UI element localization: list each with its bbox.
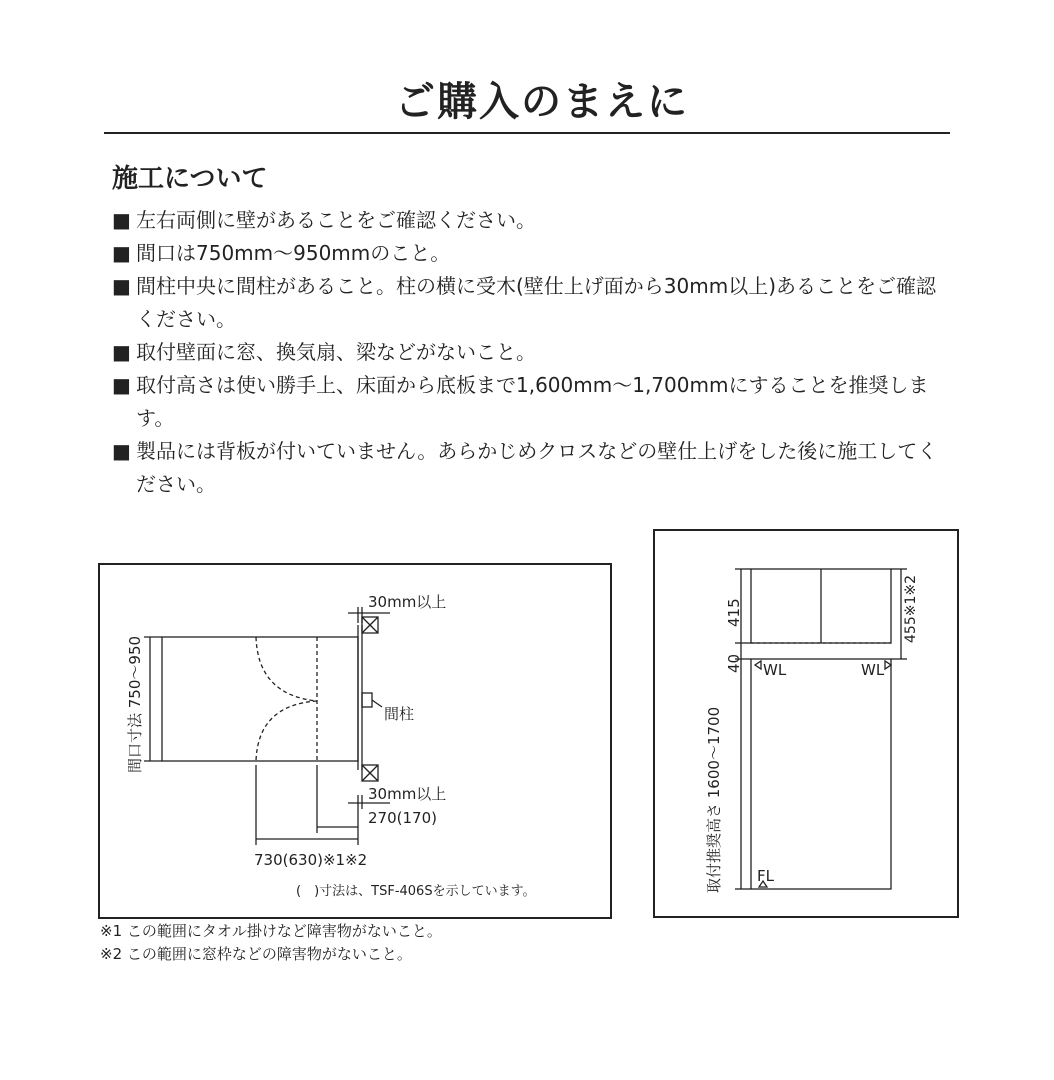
elevation-diagram bbox=[653, 529, 959, 918]
label-455: 455※1※2 bbox=[903, 575, 919, 643]
list-item bbox=[112, 237, 952, 270]
label-fl: FL bbox=[757, 867, 774, 885]
list-item-text: 製品には背板が付いていません。あらかじめクロスなどの壁仕上げをした後に施工してください。 bbox=[136, 439, 938, 496]
label-40: 40 bbox=[725, 653, 743, 673]
bullet-mark: ■ bbox=[112, 208, 131, 232]
list-item-text: 左右両側に壁があることをご確認ください。 bbox=[136, 208, 536, 232]
label-415: 415 bbox=[725, 598, 743, 627]
list-item bbox=[112, 270, 952, 336]
list-item-text: 間口は750mm〜950mmのこと。 bbox=[136, 241, 451, 265]
label-height: 取付推奨高さ 1600〜1700 bbox=[705, 706, 723, 893]
bullet-mark: ■ bbox=[112, 241, 131, 265]
wall-area bbox=[751, 659, 891, 889]
label-wl-left: WL bbox=[763, 661, 787, 679]
pillar-mark bbox=[362, 693, 372, 707]
wl-marker-right bbox=[885, 661, 891, 669]
wl-marker-left bbox=[755, 661, 761, 669]
list-item bbox=[112, 369, 952, 435]
cabinet-outline bbox=[162, 637, 358, 761]
list-item bbox=[112, 435, 952, 501]
plan-diagram bbox=[98, 563, 612, 919]
section-heading: 施工について bbox=[112, 164, 268, 194]
list-item-text: 間柱中央に間柱があること。柱の横に受木(壁仕上げ面から30mm以上)あることをご確認ください。 bbox=[136, 274, 937, 331]
label-wl-right: WL bbox=[861, 661, 885, 679]
plan-diagram-drawing bbox=[100, 565, 610, 917]
footnote: ※1 この範囲にタオル掛けなど障害物がないこと。 bbox=[100, 922, 442, 940]
label-opening: 間口寸法 750〜950 bbox=[126, 635, 144, 773]
label-730: 730(630)※1※2 bbox=[254, 851, 368, 869]
label-270: 270(170) bbox=[368, 809, 437, 827]
bullet-mark: ■ bbox=[112, 340, 131, 364]
bullet-mark: ■ bbox=[112, 373, 131, 397]
list-item-text: 取付壁面に窓、換気扇、梁などがないこと。 bbox=[136, 340, 536, 364]
label-pillar: 間柱 bbox=[384, 705, 415, 723]
list-item bbox=[112, 336, 952, 369]
page-title: ご購入のまえに bbox=[395, 79, 689, 125]
label-30mm-top: 30mm以上 bbox=[368, 593, 447, 611]
label-30mm-bottom: 30mm以上 bbox=[368, 785, 447, 803]
label-note: ( )寸法は、TSF-406Sを示しています。 bbox=[296, 884, 536, 899]
bullet-mark: ■ bbox=[112, 439, 131, 463]
door-swing-arc bbox=[256, 701, 317, 761]
footnotes bbox=[100, 920, 442, 966]
list-item bbox=[112, 204, 952, 237]
list-item-text: 取付高さは使い勝手上、床面から底板まで1,600mm〜1,700mmにすることを推奨します。 bbox=[136, 373, 929, 430]
title-divider bbox=[104, 132, 950, 134]
elevation-diagram-drawing bbox=[655, 531, 957, 916]
bullet-mark: ■ bbox=[112, 274, 131, 298]
footnote: ※2 この範囲に窓枠などの障害物がないこと。 bbox=[100, 945, 412, 963]
door-swing-arc bbox=[256, 637, 317, 701]
requirements-list bbox=[112, 204, 952, 501]
